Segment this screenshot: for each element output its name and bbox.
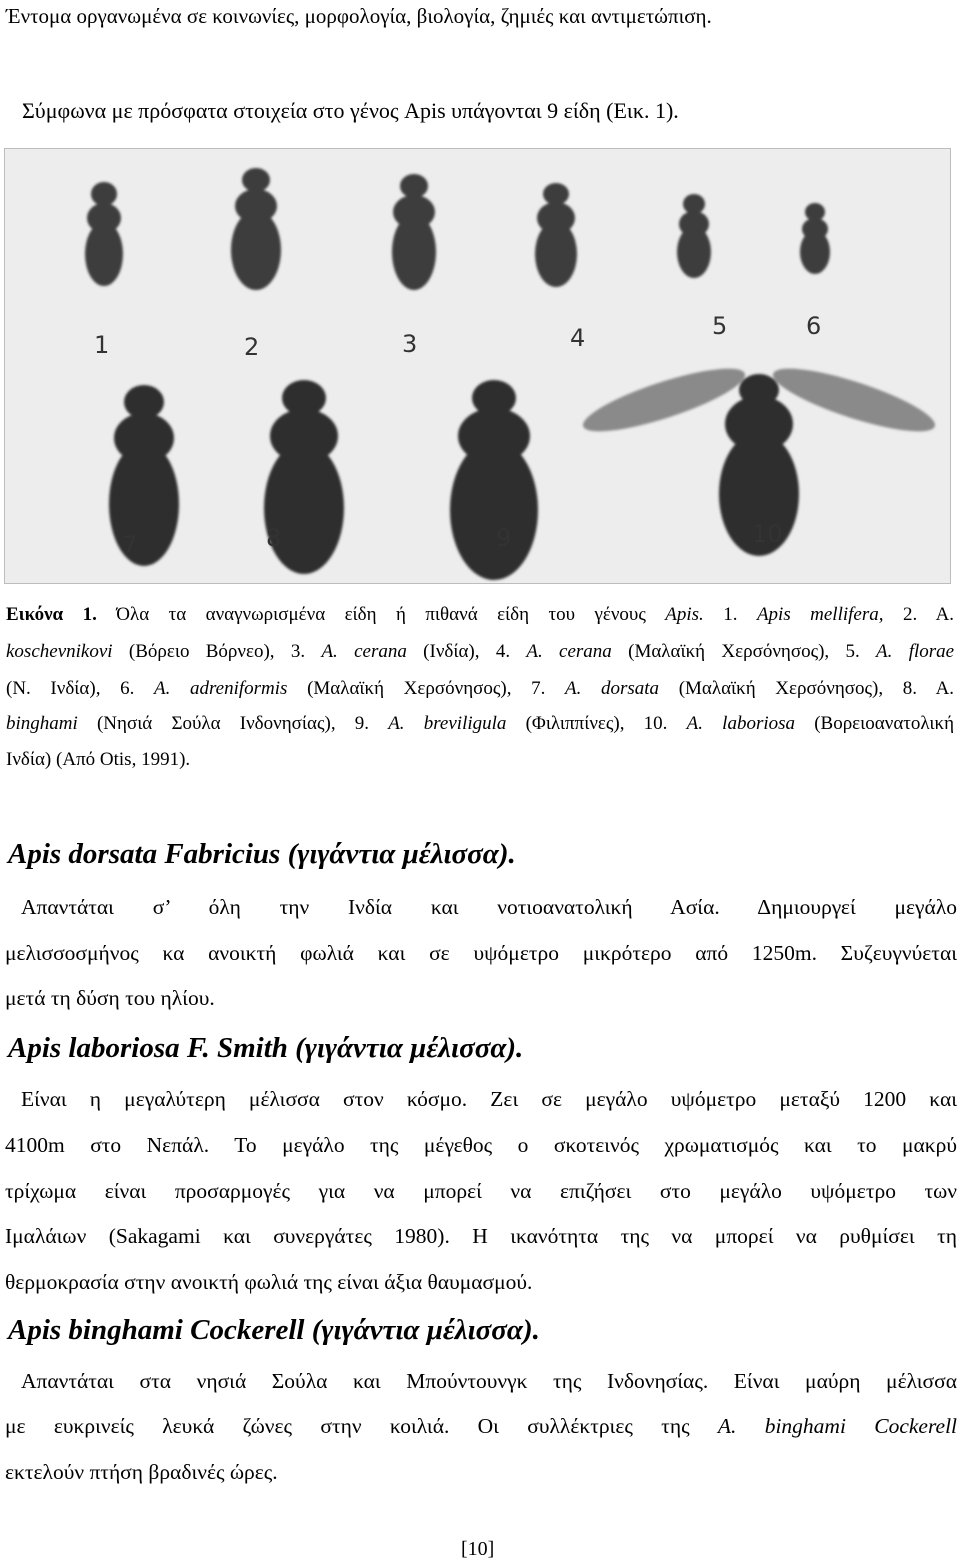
caption-line-2: koschevnikovi (Βόρειο Βόρνεο), 3. A. cerana (Ινδία), 4. A. cerana (Μαλαϊκή Χερσόνησος), 5. A. florae <box>6 641 955 662</box>
heading-dorsata: Apis dorsata Fabricius (γιγάντια μέλισσα). <box>8 838 516 870</box>
binghami-line-1: Απαντάται στα νησιά Σούλα και Μπούντουνγκ της Ινδονησίας. Είναι μαύρη μέλισσα <box>21 1369 957 1393</box>
caption-line-4: binghami (Νησιά Σούλα Ινδονησίας), 9. A. breviligula (Φιλιππίνες), 10. A. laboriosa (Βορειοανατολική <box>6 713 955 734</box>
dorsata-line-1: Απαντάται σ’ όλη την Ινδία και νοτιοανατολική Ασία. Δημιουργεί μεγάλο <box>21 895 957 919</box>
label-9: 9 <box>496 524 512 552</box>
bee-species-figure <box>4 148 951 584</box>
laboriosa-line-2: 4100m στο Νεπάλ. Το μεγάλο της μέγεθος ο σκοτεινός χρωματισμός και το μακρύ <box>5 1133 957 1157</box>
label-10: 10 <box>752 520 783 548</box>
caption-line-3: (Ν. Ινδία), 6. A. adreniformis (Μαλαϊκή Χερσόνησος), 7. A. dorsata (Μαλαϊκή Χερσόνησος), 8. A. <box>6 678 955 699</box>
label-7: 7 <box>122 531 138 559</box>
label-8: 8 <box>266 524 282 552</box>
binghami-line-2: με ευκρινείς λευκά ζώνες στην κοιλιά. Οι συλλέκτριες της A. binghami Cockerell <box>5 1414 958 1438</box>
binghami-line-3: εκτελούν πτήση βραδινές ώρες. <box>5 1460 278 1484</box>
heading-binghami: Apis binghami Cockerell (γιγάντια μέλισσα). <box>8 1314 540 1346</box>
page-number: [10] <box>461 1538 495 1560</box>
laboriosa-line-3: τρίχωμα είναι προσαρμογές για να μπορεί να επιζήσει στο μεγάλο υψόμετρο των <box>5 1179 957 1203</box>
heading-laboriosa: Apis laboriosa F. Smith (γιγάντια μέλισσα). <box>8 1032 524 1064</box>
caption-line-1: Εικόνα 1. Όλα τα αναγνωρισμένα είδη ή πιθανά είδη του γένους Apis. 1. Apis mellifera, 2. A. <box>6 604 955 625</box>
running-header: Έντομα οργανωμένα σε κοινωνίες, μορφολογία, βιολογία, ζημιές και αντιμετώπιση. <box>6 4 712 28</box>
label-5: 5 <box>712 312 728 340</box>
laboriosa-line-5: θερμοκρασία στην ανοικτή φωλιά της είναι άξια θαυμασμού. <box>5 1270 533 1294</box>
caption-label: Εικόνα 1. <box>6 604 97 625</box>
label-4: 4 <box>570 324 586 352</box>
dorsata-line-2: μελισσοσμήνος κα ανοικτή φωλιά και σε υψόμετρο μικρότερο από 1250m. Συζευγνύεται <box>5 941 957 965</box>
label-3: 3 <box>402 330 418 358</box>
laboriosa-line-1: Είναι η μεγαλύτερη μέλισσα στον κόσμο. Ζει σε μεγάλο υψόμετρο μεταξύ 1200 και <box>21 1087 957 1111</box>
intro-paragraph: Σύμφωνα με πρόσφατα στοιχεία στο γένος Apis υπάγονται 9 είδη (Εικ. 1). <box>22 98 679 123</box>
label-2: 2 <box>244 333 260 361</box>
caption-line-5: Ινδία) (Από Otis, 1991). <box>6 749 191 770</box>
laboriosa-line-4: Ιμαλάιων (Sakagami και συνεργάτες 1980). Η ικανότητα της να μπορεί να ρυθμίσει τη <box>5 1224 957 1248</box>
label-1: 1 <box>94 331 110 359</box>
label-6: 6 <box>806 312 822 340</box>
dorsata-line-3: μετά τη δύση του ηλίου. <box>5 986 215 1010</box>
